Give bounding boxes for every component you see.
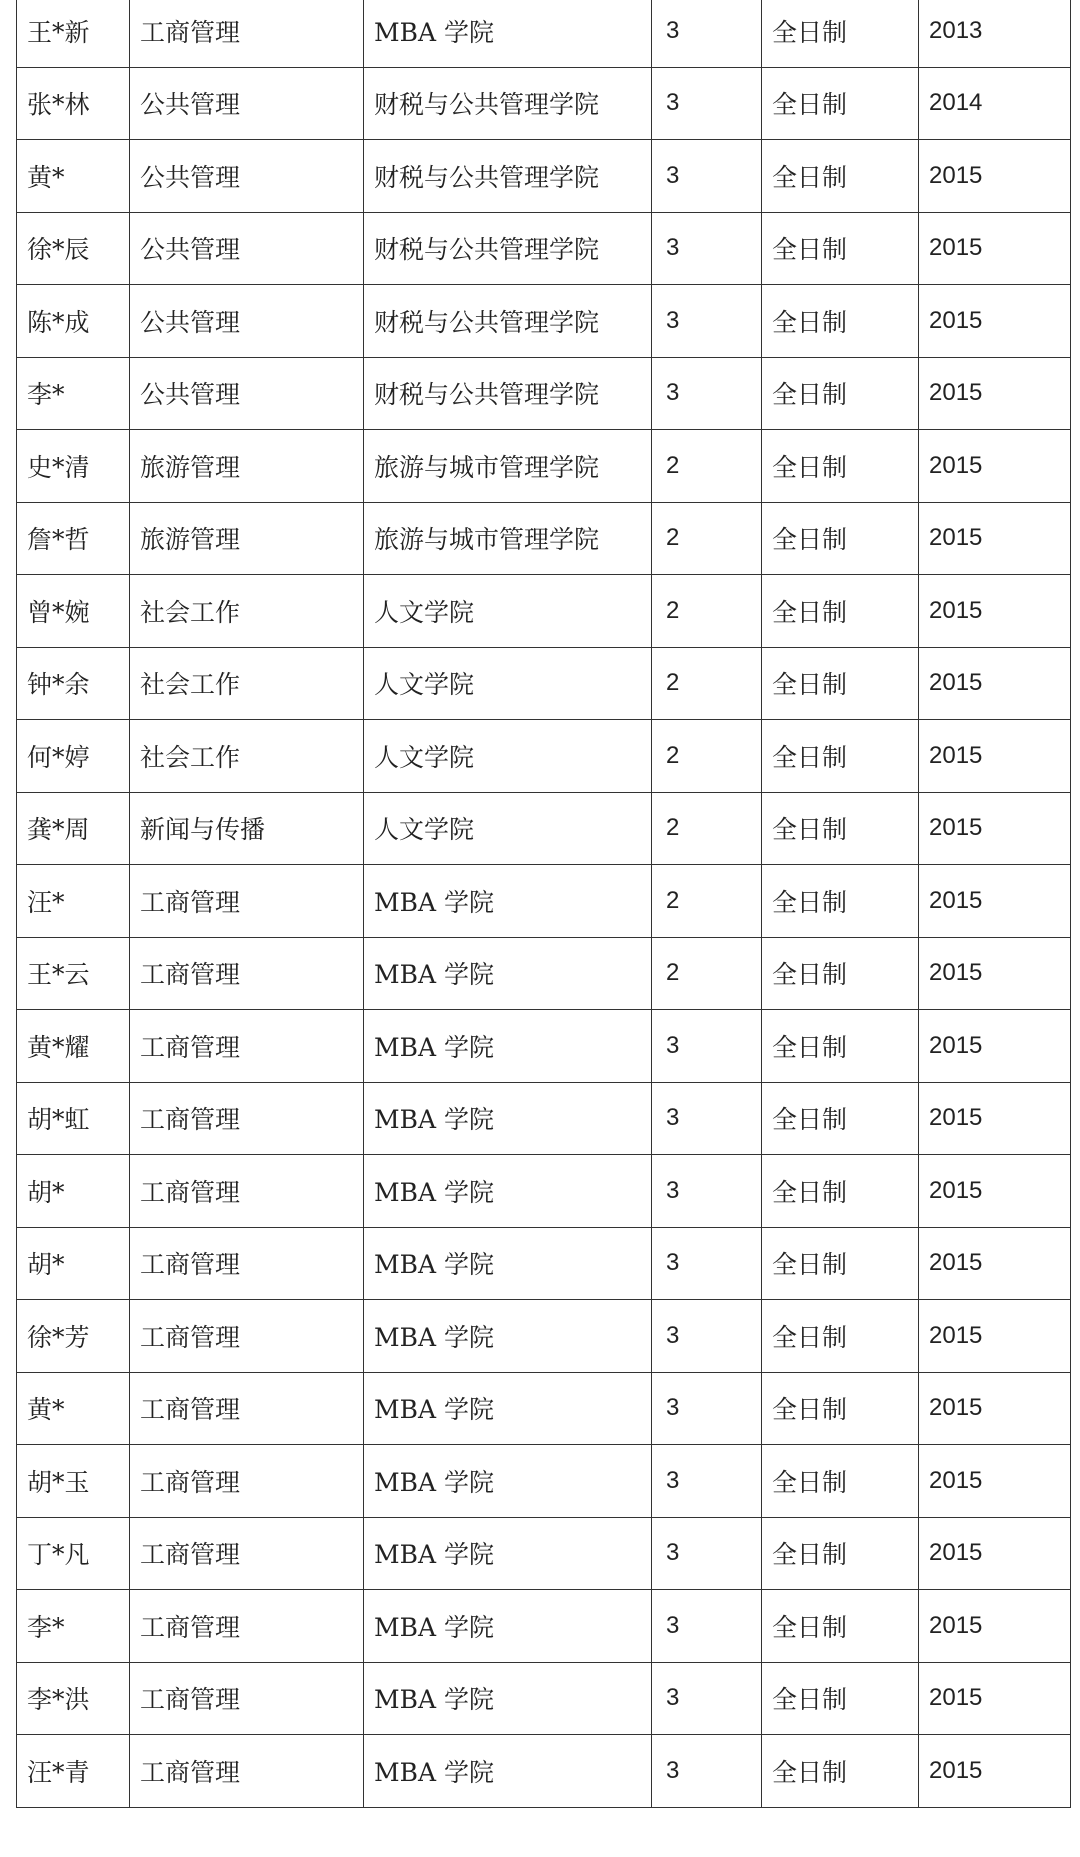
college-cell: MBA 学院 <box>364 0 652 67</box>
major-cell: 社会工作 <box>130 720 364 793</box>
student-name-cell: 黄*耀 <box>17 1010 130 1083</box>
student-name-cell: 徐*芳 <box>17 1300 130 1373</box>
major-cell: 工商管理 <box>130 1300 364 1373</box>
study-mode-cell: 全日制 <box>762 1227 919 1300</box>
student-name-cell: 丁*凡 <box>17 1517 130 1590</box>
college-cell: MBA 学院 <box>364 1010 652 1083</box>
study-years-cell: 2 <box>652 647 762 720</box>
study-mode-cell: 全日制 <box>762 1372 919 1445</box>
enrollment-year-cell: 2015 <box>919 285 1071 358</box>
study-years-cell: 3 <box>652 140 762 213</box>
student-name-cell: 王*云 <box>17 937 130 1010</box>
student-name-cell: 黄* <box>17 140 130 213</box>
table-row <box>17 1590 1071 1663</box>
major-cell: 公共管理 <box>130 212 364 285</box>
study-years-cell: 3 <box>652 0 762 67</box>
college-cell: 财税与公共管理学院 <box>364 140 652 213</box>
college-cell: MBA 学院 <box>364 1227 652 1300</box>
table-row <box>17 792 1071 865</box>
major-cell: 工商管理 <box>130 937 364 1010</box>
student-table-body <box>17 0 1071 1807</box>
major-cell: 工商管理 <box>130 1445 364 1518</box>
study-years-cell: 3 <box>652 1662 762 1735</box>
table-row <box>17 1227 1071 1300</box>
table-row <box>17 1517 1071 1590</box>
enrollment-year-cell: 2015 <box>919 502 1071 575</box>
major-cell: 工商管理 <box>130 865 364 938</box>
table-row <box>17 0 1071 67</box>
college-cell: 人文学院 <box>364 792 652 865</box>
table-row <box>17 1735 1071 1808</box>
major-cell: 旅游管理 <box>130 430 364 503</box>
study-mode-cell: 全日制 <box>762 1300 919 1373</box>
study-years-cell: 3 <box>652 1735 762 1808</box>
study-mode-cell: 全日制 <box>762 575 919 648</box>
study-years-cell: 3 <box>652 1590 762 1663</box>
student-name-cell: 龚*周 <box>17 792 130 865</box>
college-cell: 人文学院 <box>364 647 652 720</box>
student-name-cell: 徐*辰 <box>17 212 130 285</box>
enrollment-year-cell: 2015 <box>919 430 1071 503</box>
enrollment-year-cell: 2015 <box>919 575 1071 648</box>
study-mode-cell: 全日制 <box>762 937 919 1010</box>
student-name-cell: 李* <box>17 357 130 430</box>
study-years-cell: 3 <box>652 67 762 140</box>
student-name-cell: 史*清 <box>17 430 130 503</box>
study-mode-cell: 全日制 <box>762 357 919 430</box>
study-mode-cell: 全日制 <box>762 1662 919 1735</box>
table-row <box>17 1662 1071 1735</box>
major-cell: 公共管理 <box>130 357 364 430</box>
study-years-cell: 3 <box>652 1300 762 1373</box>
college-cell: 人文学院 <box>364 575 652 648</box>
enrollment-year-cell: 2015 <box>919 1517 1071 1590</box>
study-mode-cell: 全日制 <box>762 285 919 358</box>
study-years-cell: 2 <box>652 865 762 938</box>
major-cell: 工商管理 <box>130 1010 364 1083</box>
college-cell: 财税与公共管理学院 <box>364 212 652 285</box>
table-row <box>17 720 1071 793</box>
college-cell: MBA 学院 <box>364 937 652 1010</box>
enrollment-year-cell: 2015 <box>919 212 1071 285</box>
study-mode-cell: 全日制 <box>762 1010 919 1083</box>
study-years-cell: 3 <box>652 1227 762 1300</box>
study-years-cell: 3 <box>652 1010 762 1083</box>
student-name-cell: 曾*婉 <box>17 575 130 648</box>
study-mode-cell: 全日制 <box>762 1155 919 1228</box>
study-years-cell: 3 <box>652 1445 762 1518</box>
enrollment-year-cell: 2015 <box>919 1372 1071 1445</box>
student-name-cell: 陈*成 <box>17 285 130 358</box>
study-years-cell: 3 <box>652 357 762 430</box>
study-mode-cell: 全日制 <box>762 1517 919 1590</box>
major-cell: 工商管理 <box>130 1590 364 1663</box>
major-cell: 公共管理 <box>130 140 364 213</box>
college-cell: 人文学院 <box>364 720 652 793</box>
table-row <box>17 937 1071 1010</box>
enrollment-year-cell: 2015 <box>919 1082 1071 1155</box>
college-cell: 财税与公共管理学院 <box>364 67 652 140</box>
study-mode-cell: 全日制 <box>762 647 919 720</box>
enrollment-year-cell: 2015 <box>919 1590 1071 1663</box>
study-mode-cell: 全日制 <box>762 720 919 793</box>
major-cell: 公共管理 <box>130 67 364 140</box>
table-row <box>17 865 1071 938</box>
study-mode-cell: 全日制 <box>762 0 919 67</box>
study-mode-cell: 全日制 <box>762 430 919 503</box>
enrollment-year-cell: 2015 <box>919 720 1071 793</box>
major-cell: 工商管理 <box>130 0 364 67</box>
student-name-cell: 汪* <box>17 865 130 938</box>
college-cell: MBA 学院 <box>364 1155 652 1228</box>
study-years-cell: 2 <box>652 792 762 865</box>
study-mode-cell: 全日制 <box>762 865 919 938</box>
college-cell: MBA 学院 <box>364 1662 652 1735</box>
college-cell: MBA 学院 <box>364 1445 652 1518</box>
study-years-cell: 3 <box>652 1155 762 1228</box>
study-mode-cell: 全日制 <box>762 212 919 285</box>
study-years-cell: 2 <box>652 720 762 793</box>
study-mode-cell: 全日制 <box>762 1082 919 1155</box>
study-years-cell: 3 <box>652 1372 762 1445</box>
college-cell: MBA 学院 <box>364 1517 652 1590</box>
enrollment-year-cell: 2015 <box>919 1010 1071 1083</box>
major-cell: 工商管理 <box>130 1155 364 1228</box>
major-cell: 旅游管理 <box>130 502 364 575</box>
enrollment-year-cell: 2015 <box>919 1227 1071 1300</box>
major-cell: 工商管理 <box>130 1735 364 1808</box>
student-name-cell: 王*新 <box>17 0 130 67</box>
college-cell: 旅游与城市管理学院 <box>364 430 652 503</box>
table-row <box>17 1445 1071 1518</box>
college-cell: MBA 学院 <box>364 865 652 938</box>
major-cell: 工商管理 <box>130 1082 364 1155</box>
student-name-cell: 何*婷 <box>17 720 130 793</box>
study-mode-cell: 全日制 <box>762 1445 919 1518</box>
study-years-cell: 2 <box>652 430 762 503</box>
study-mode-cell: 全日制 <box>762 792 919 865</box>
student-name-cell: 胡* <box>17 1227 130 1300</box>
college-cell: MBA 学院 <box>364 1735 652 1808</box>
major-cell: 工商管理 <box>130 1517 364 1590</box>
study-years-cell: 3 <box>652 285 762 358</box>
study-years-cell: 3 <box>652 212 762 285</box>
major-cell: 社会工作 <box>130 647 364 720</box>
student-name-cell: 张*林 <box>17 67 130 140</box>
enrollment-year-cell: 2015 <box>919 792 1071 865</box>
enrollment-year-cell: 2015 <box>919 1300 1071 1373</box>
major-cell: 工商管理 <box>130 1662 364 1735</box>
study-years-cell: 3 <box>652 1082 762 1155</box>
student-name-cell: 胡*玉 <box>17 1445 130 1518</box>
study-mode-cell: 全日制 <box>762 1590 919 1663</box>
enrollment-year-cell: 2013 <box>919 0 1071 67</box>
major-cell: 工商管理 <box>130 1227 364 1300</box>
study-years-cell: 2 <box>652 502 762 575</box>
student-name-cell: 黄* <box>17 1372 130 1445</box>
enrollment-year-cell: 2015 <box>919 647 1071 720</box>
student-name-cell: 李* <box>17 1590 130 1663</box>
table-row <box>17 67 1071 140</box>
college-cell: 旅游与城市管理学院 <box>364 502 652 575</box>
major-cell: 工商管理 <box>130 1372 364 1445</box>
table-row <box>17 575 1071 648</box>
table-row <box>17 647 1071 720</box>
student-name-cell: 胡*虹 <box>17 1082 130 1155</box>
enrollment-year-cell: 2015 <box>919 1735 1071 1808</box>
major-cell: 新闻与传播 <box>130 792 364 865</box>
college-cell: MBA 学院 <box>364 1300 652 1373</box>
college-cell: MBA 学院 <box>364 1372 652 1445</box>
enrollment-year-cell: 2015 <box>919 865 1071 938</box>
enrollment-year-cell: 2015 <box>919 1155 1071 1228</box>
enrollment-year-cell: 2015 <box>919 140 1071 213</box>
study-years-cell: 2 <box>652 937 762 1010</box>
major-cell: 公共管理 <box>130 285 364 358</box>
table-row <box>17 1082 1071 1155</box>
table-row <box>17 357 1071 430</box>
student-table <box>16 0 1071 1808</box>
table-row <box>17 1010 1071 1083</box>
student-name-cell: 李*洪 <box>17 1662 130 1735</box>
college-cell: MBA 学院 <box>364 1082 652 1155</box>
table-row <box>17 285 1071 358</box>
table-row <box>17 1300 1071 1373</box>
student-name-cell: 詹*哲 <box>17 502 130 575</box>
enrollment-year-cell: 2015 <box>919 357 1071 430</box>
study-years-cell: 2 <box>652 575 762 648</box>
college-cell: MBA 学院 <box>364 1590 652 1663</box>
student-name-cell: 胡* <box>17 1155 130 1228</box>
enrollment-year-cell: 2015 <box>919 937 1071 1010</box>
enrollment-year-cell: 2014 <box>919 67 1071 140</box>
table-row <box>17 212 1071 285</box>
table-row <box>17 1372 1071 1445</box>
table-row <box>17 430 1071 503</box>
college-cell: 财税与公共管理学院 <box>364 285 652 358</box>
study-years-cell: 3 <box>652 1517 762 1590</box>
student-name-cell: 钟*余 <box>17 647 130 720</box>
study-mode-cell: 全日制 <box>762 140 919 213</box>
study-mode-cell: 全日制 <box>762 67 919 140</box>
table-row <box>17 502 1071 575</box>
enrollment-year-cell: 2015 <box>919 1662 1071 1735</box>
study-mode-cell: 全日制 <box>762 1735 919 1808</box>
enrollment-year-cell: 2015 <box>919 1445 1071 1518</box>
table-row <box>17 1155 1071 1228</box>
major-cell: 社会工作 <box>130 575 364 648</box>
student-name-cell: 汪*青 <box>17 1735 130 1808</box>
study-mode-cell: 全日制 <box>762 502 919 575</box>
college-cell: 财税与公共管理学院 <box>364 357 652 430</box>
table-row <box>17 140 1071 213</box>
